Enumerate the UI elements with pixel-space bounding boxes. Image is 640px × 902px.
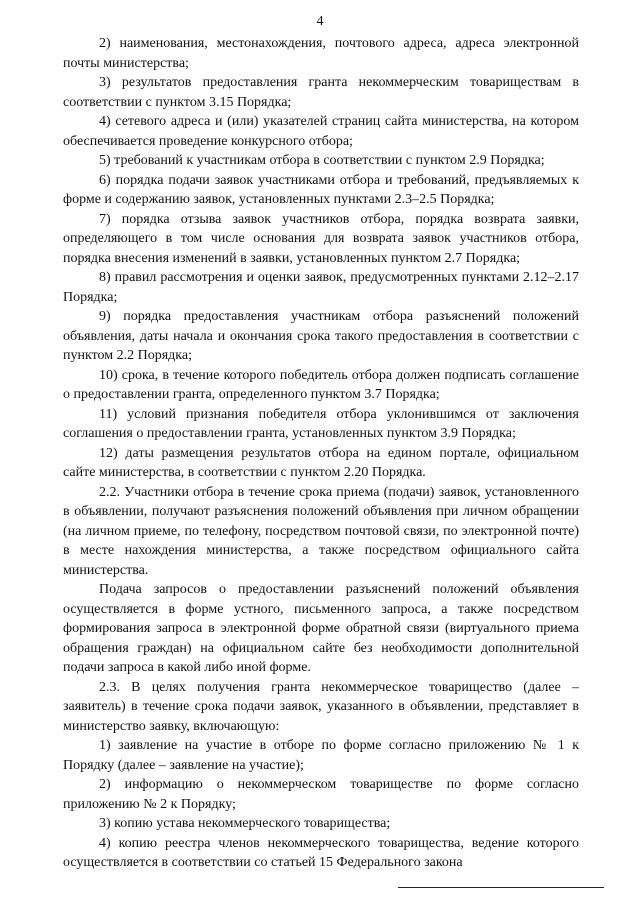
paragraph-section-2-2: 2.2. Участники отбора в течение срока приема (подачи) заявок, установленного в объявлении, получают разъяснения положений объявления при личном обращении (на личном приеме, по телефону, посредством почтовой связи, по электронной почте) в месте нахождения министерства, а также посредством официального сайта министерства.: [63, 484, 579, 578]
paragraph-requests: Подача запросов о предоставлении разъяснений положений объявления осуществляется в форме устного, письменного запроса, а также посредством формирования запроса в электронной форме обратной связи (виртуального приема обращения граждан) на официальном сайте без необходимости дополнительной подачи запроса в какой либо иной форме.: [63, 582, 579, 675]
paragraph-item-9: 9) порядка предоставления участникам отбора разъяснений положений объявления, даты начала и окончания срока такого предоставления в соответствии с пунктом 2.2 Порядка;: [63, 309, 579, 363]
paragraph-sub-4: 4) копию реестра членов некоммерческого товарищества, ведение которого осуществляется в соответствии со статьей 15 Федерального закона: [63, 835, 579, 870]
page-number: 4: [316, 14, 324, 29]
paragraph-item-7: 7) порядка отзыва заявок участников отбора, порядка возврата заявки, определяющего в том числе основания для возврата заявок участников отбора, порядка внесения изменений в заявки, установленных пунктом 2.7 Порядка;: [63, 211, 579, 266]
paragraph-item-8: 8) правил рассмотрения и оценки заявок, предусмотренных пунктами 2.12–2.17 Порядка;: [63, 270, 579, 305]
paragraph-sub-1: 1) заявление на участие в отборе по форме согласно приложению № 1 к Порядку (далее – заявление на участие);: [63, 738, 579, 773]
paragraph-item-4: 4) сетевого адреса и (или) указателей страниц сайта министерства, на котором обеспечивается проведение конкурсного отбора;: [63, 114, 579, 149]
paragraph-item-6: 6) порядка подачи заявок участниками отбора и требований, предъявляемых к форме и содержанию заявок, установленных пунктами 2.3–2.5 Порядка;: [63, 172, 579, 207]
paragraph-item-10: 10) срока, в течение которого победитель отбора должен подписать соглашение о предоставлении гранта, определенного пунктом 3.7 Порядка;: [63, 367, 579, 402]
paragraph-item-2: 2) наименования, местонахождения, почтового адреса, адреса электронной почты министерства;: [63, 36, 579, 71]
paragraph-item-3: 3) результатов предоставления гранта некоммерческим товариществам в соответствии с пунктом 3.15 Порядка;: [63, 75, 579, 110]
paragraph-item-12: 12) даты размещения результатов отбора на едином портале, официальном сайте министерства, в соответствии с пунктом 2.20 Порядка.: [63, 445, 579, 480]
paragraph-sub-3: 3) копию устава некоммерческого товарищества;: [99, 816, 391, 831]
paragraph-item-11: 11) условий признания победителя отбора уклонившимся от заключения соглашения о предоставлении гранта, установленных пунктом 3.9 Порядка;: [63, 406, 579, 441]
paragraph-sub-2: 2) информацию о некоммерческом товариществе по форме согласно приложению № 2 к Порядку;: [63, 777, 579, 812]
paragraph-item-5: 5) требований к участникам отбора в соответствии с пунктом 2.9 Порядка;: [99, 153, 545, 168]
document-body: [63, 34, 579, 873]
paragraph-section-2-3: 2.3. В целях получения гранта некоммерческое товарищество (далее – заявитель) в течение срока подачи заявок, указанного в объявлении, представляет в министерство заявку, включающую:: [63, 679, 579, 734]
footer-rule: [398, 887, 604, 888]
